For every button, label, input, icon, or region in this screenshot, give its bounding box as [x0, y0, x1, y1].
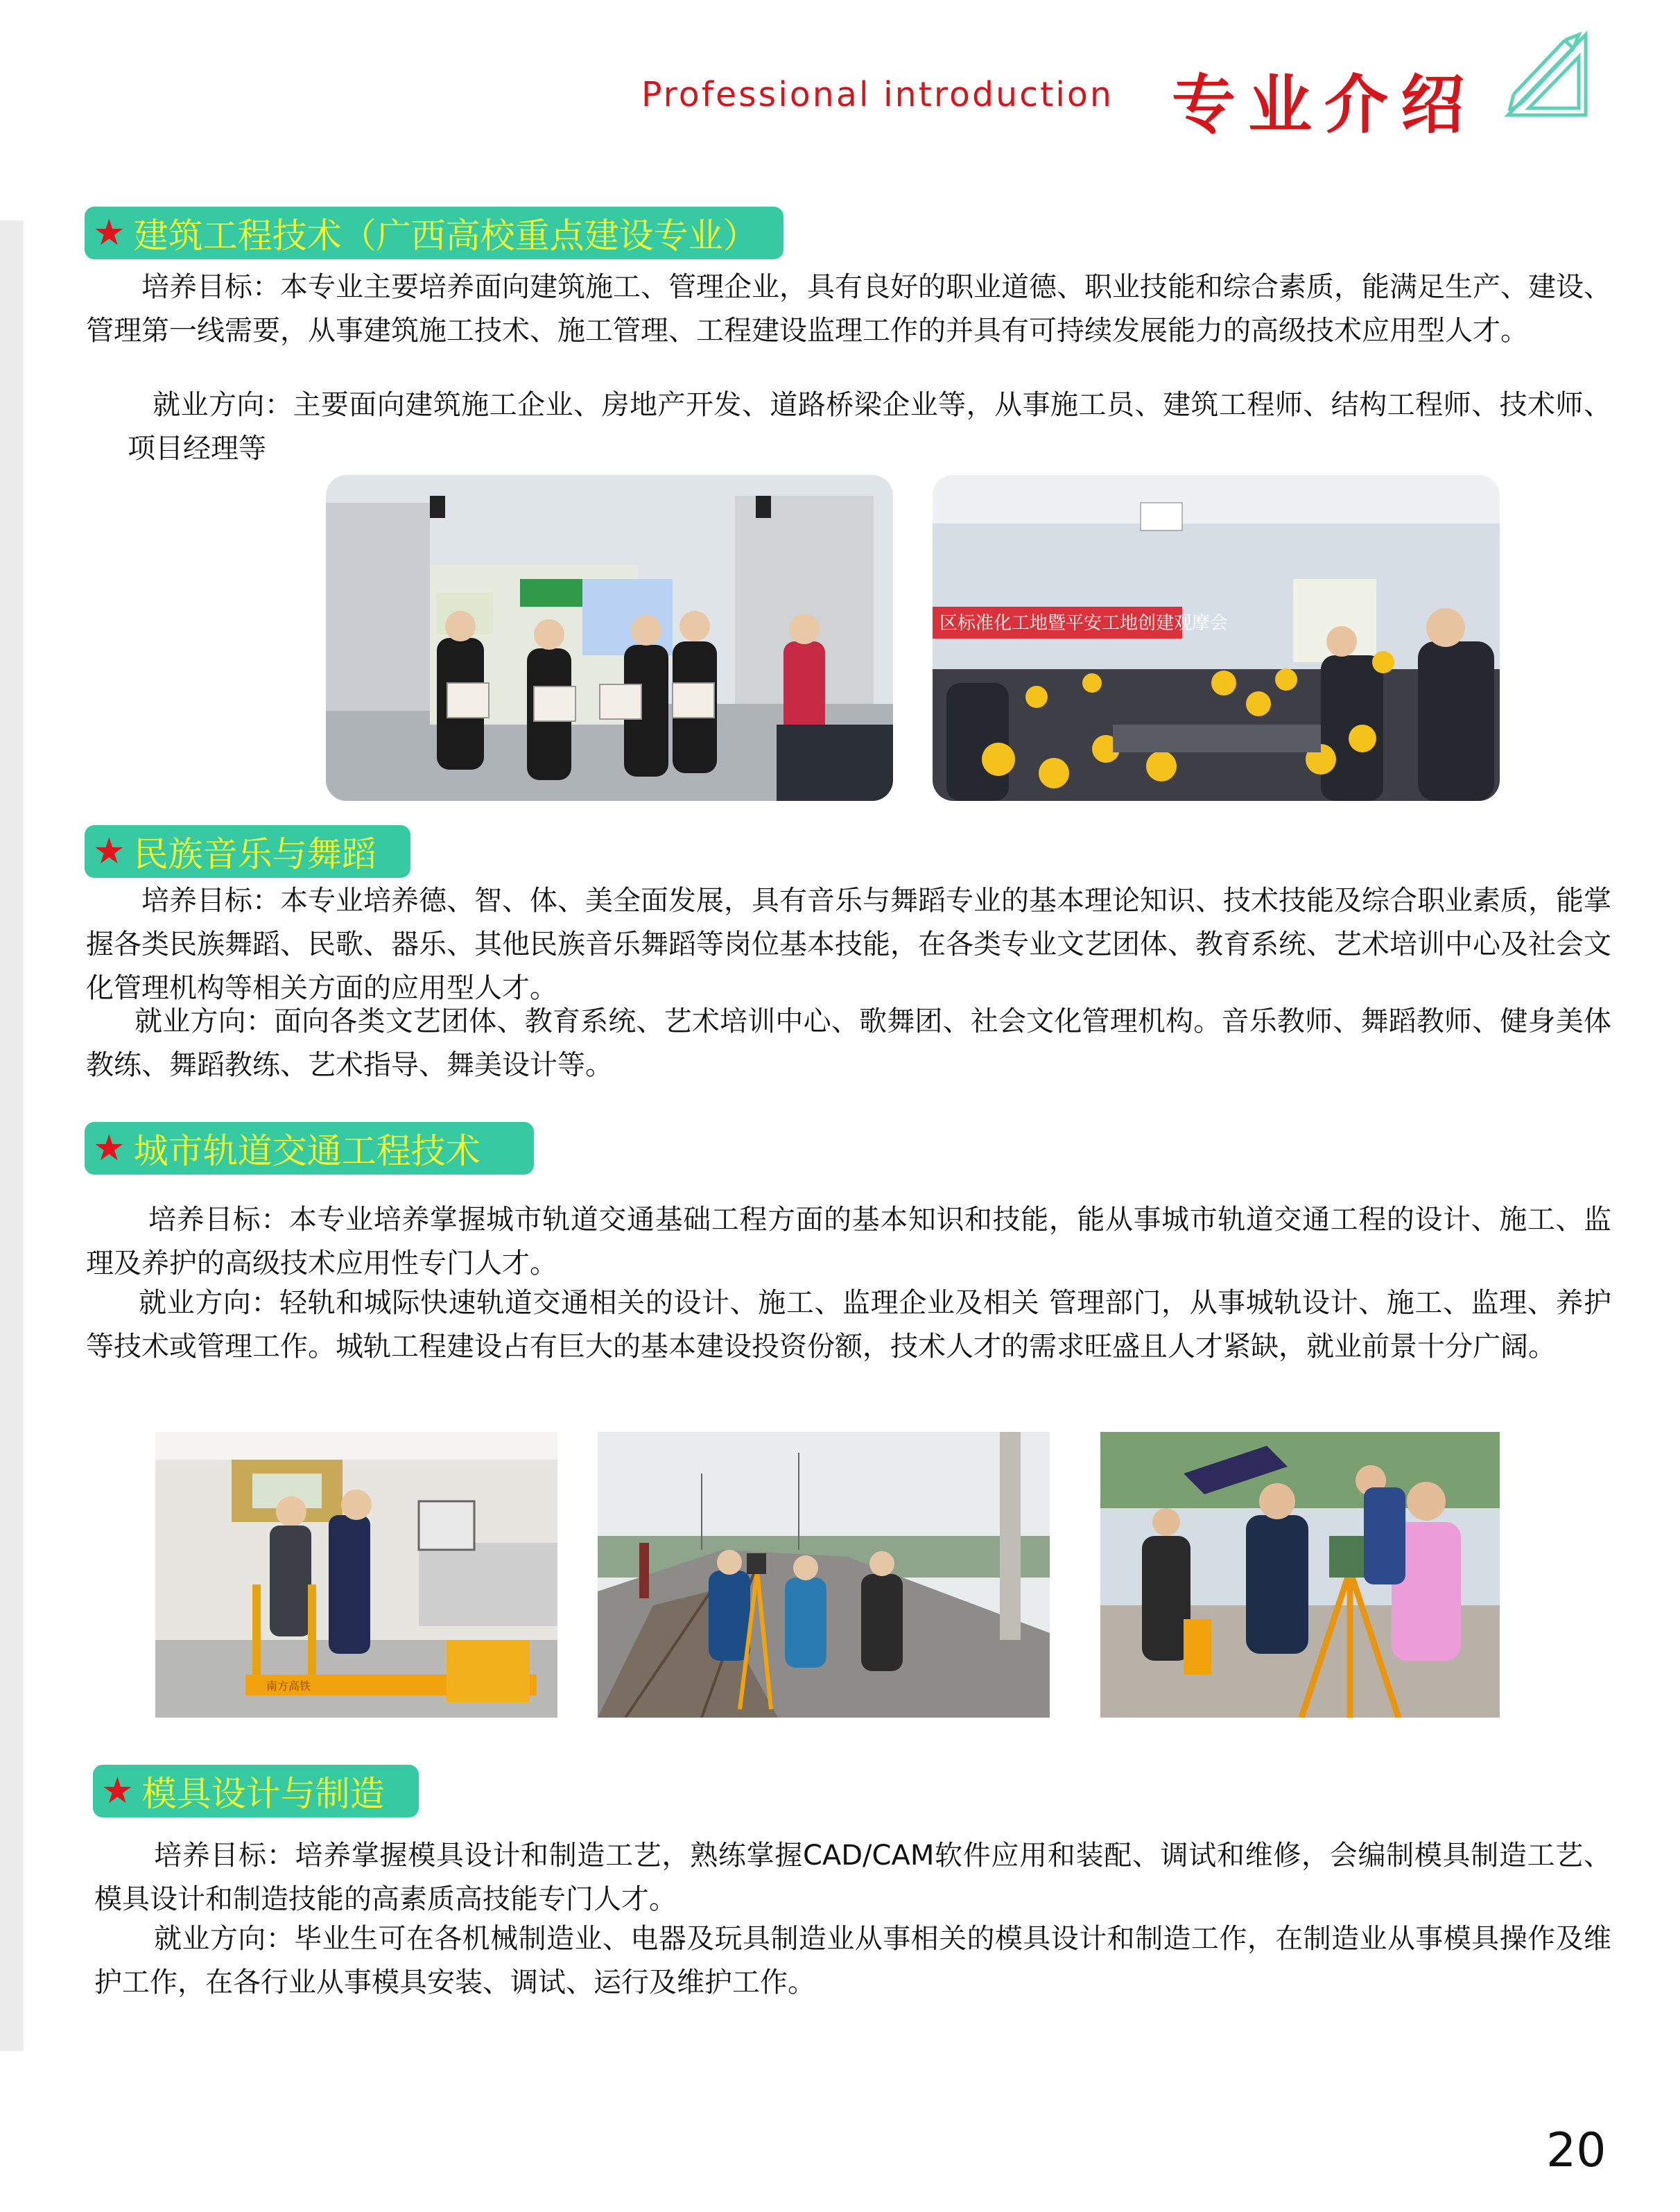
- header-chinese-title: 专业介绍: [1172, 67, 1478, 142]
- section-goal-text: 培养目标：本专业培养德、智、体、美全面发展，具有音乐与舞蹈专业的基本理论知识、技术技能及综合职业素质，能掌握各类民族舞蹈、民歌、器乐、其他民族音乐舞蹈等岗位基本技能，在各类专业文艺团体、教育系统、艺术培训中心及社会文化管理机构等相关方面的应用型人才。: [86, 885, 1611, 1004]
- banner-text: 区标准化工地暨平安工地创建观摩会: [939, 613, 1229, 634]
- section-title-text: 模具设计与制造: [141, 1774, 385, 1814]
- photo-field-survey-practice: [1100, 1432, 1500, 1718]
- section-title-text: 建筑工程技术（广西高校重点建设专业）: [133, 216, 758, 256]
- section-goal-text: 培养目标：培养掌握模具设计和制造工艺，熟练掌握CAD/CAM软件应用和装配、调试和维修，会编制模具制造工艺、模具设计和制造技能的高素质高技能专门人才。: [94, 1840, 1611, 1915]
- header-english-title: Professional introduction: [641, 75, 1114, 114]
- star-icon: ★: [93, 831, 125, 872]
- section-title-text: 民族音乐与舞蹈: [133, 834, 376, 874]
- section-goal-text: 培养目标：本专业培养掌握城市轨道交通基础工程方面的基本知识和技能，能从事城市轨道交通工程的设计、施工、监理及养护的高级技术应用性专门人才。: [86, 1204, 1611, 1279]
- photo-safety-meeting: [933, 475, 1500, 801]
- photo-certificate-ceremony: [326, 475, 893, 801]
- section-goal-text: 培养目标：本专业主要培养面向建筑施工、管理企业，具有良好的职业道德、职业技能和综合素质，能满足生产、建设、管理第一线需要，从事建筑施工技术、施工管理、工程建设监理工作的并具有可持续发展能力的高级技术应用型人才。: [86, 271, 1611, 347]
- section-title-folk-music-dance: [85, 825, 410, 878]
- star-icon: ★: [93, 1127, 125, 1169]
- star-icon: ★: [101, 1770, 134, 1812]
- photo-railway-survey: [598, 1432, 1050, 1718]
- ruler-pencil-logo-icon: [1501, 26, 1591, 120]
- section-title-building-engineering: [85, 207, 783, 259]
- section-title-mold-design: [93, 1765, 419, 1817]
- section-career-text: 就业方向：面向各类文艺团体、教育系统、艺术培训中心、歌舞团、社会文化管理机构。音乐教师、舞蹈教师、健身美体教练、舞蹈教练、艺术指导、舞美设计等。: [86, 1005, 1611, 1081]
- section-career-text: 就业方向：主要面向建筑施工企业、房地产开发、道路桥梁企业等，从事施工员、建筑工程师、结构工程师、技术师、项目经理等: [128, 389, 1611, 465]
- photo-surveying-lab: [155, 1432, 557, 1718]
- section-career-text: 就业方向：轻轨和城际快速轨道交通相关的设计、施工、监理企业及相关 管理部门，从事城轨设计、施工、监理、养护等技术或管理工作。城轨工程建设占有巨大的基本建设投资份额，技术人才的需求旺盛且人才紧缺，就业前景十分广阔。: [86, 1287, 1611, 1363]
- section-title-text: 城市轨道交通工程技术: [133, 1131, 480, 1171]
- section-title-urban-rail: [85, 1122, 534, 1175]
- star-icon: ★: [93, 212, 125, 254]
- device-text: 南方高铁: [266, 1679, 311, 1693]
- page-number: 20: [1546, 2123, 1607, 2178]
- side-margin-bar: [0, 221, 24, 2051]
- section-career-text: 就业方向：毕业生可在各机械制造业、电器及玩具制造业从事相关的模具设计和制造工作，在制造业从事模具操作及维护工作，在各行业从事模具安装、调试、运行及维护工作。: [94, 1923, 1611, 1998]
